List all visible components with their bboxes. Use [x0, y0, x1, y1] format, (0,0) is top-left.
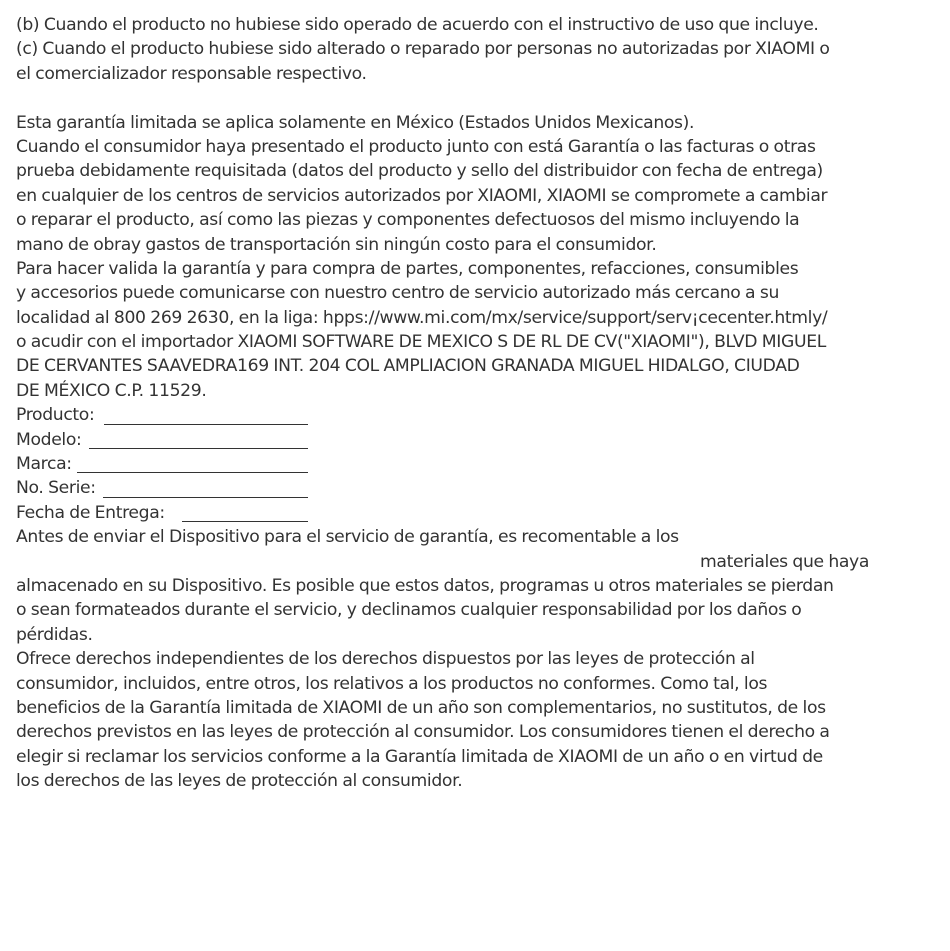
text-line: Para hacer valida la garantía y para compra de partes, componentes, refacciones, consumibles [16, 258, 799, 279]
backup-paragraph [16, 525, 936, 647]
conditions-list [16, 13, 936, 86]
text-line: los derechos de las leyes de protección al consumidor. [16, 771, 463, 792]
text-line: en cualquier de los centros de servicios autorizados por XIAOMI, XIAOMI se compromete a cambiar [16, 185, 828, 206]
text-line: Esta garantía limitada se aplica solamente en México (Estados Unidos Mexicanos). [16, 112, 695, 133]
field-producto-blank[interactable] [104, 424, 308, 425]
condition-c: (c) Cuando el producto hubiese sido alterado o reparado por personas no autorizadas por XIAOMI o [16, 39, 830, 60]
text-line: mano de obray gastos de transportación sin ningún costo para el consumidor. [16, 234, 657, 255]
field-fecha-de-entrega [16, 501, 936, 525]
text-line: o sean formateados durante el servicio, y declinamos cualquier responsabilidad por los daños o [16, 600, 802, 621]
field-no-serie-label: No. Serie: [16, 478, 96, 499]
text-line-indented: materiales que haya [700, 551, 870, 572]
condition-b: (b) Cuando el producto no hubiese sido operado de acuerdo con el instructivo de uso que incluye. [16, 15, 819, 35]
field-no-serie-blank[interactable] [103, 497, 308, 498]
text-line: Ofrece derechos independientes de los derechos dispuestos por las leyes de protección al [16, 649, 755, 670]
text-line: DE MÉXICO C.P. 11529. [16, 380, 207, 401]
rights-paragraph [16, 647, 936, 793]
text-line: Antes de enviar el Dispositivo para el servicio de garantía, es recomentable a los [16, 527, 679, 548]
field-marca-label: Marca: [16, 454, 72, 475]
text-line: prueba debidamente requisitada (datos del producto y sello del distribuidor con fecha de entrega) [16, 161, 823, 182]
paragraph-gap [16, 86, 936, 110]
text-line: o acudir con el importador XIAOMI SOFTWARE DE MEXICO S DE RL DE CV("XIAOMI"), BLVD MIGUEL [16, 332, 826, 353]
field-producto [16, 403, 936, 427]
text-line: DE CERVANTES SAAVEDRA169 INT. 204 COL AMPLIACION GRANADA MIGUEL HIDALGO, CIUDAD [16, 356, 800, 377]
condition-c-continued: el comercializador responsable respectivo. [16, 63, 367, 84]
text-line: Cuando el consumidor haya presentado el producto junto con está Garantía o las facturas o otras [16, 136, 816, 157]
field-marca-blank[interactable] [77, 472, 308, 473]
text-line: consumidor, incluidos, entre otros, los relativos a los productos no conformes. Como tal, los [16, 673, 768, 694]
service-url-line: localidad al 800 269 2630, en la liga: hpps://www.mi.com/mx/service/support/serv¡cecenter.htmly/ [16, 307, 828, 328]
field-modelo-blank[interactable] [89, 448, 308, 449]
text-line: derechos previstos en las leyes de protección al consumidor. Los consumidores tienen el derecho a [16, 722, 830, 743]
warranty-document [16, 13, 936, 794]
field-marca [16, 452, 936, 476]
text-line: almacenado en su Dispositivo. Es posible que estos datos, programas u otros materiales se pierdan [16, 575, 834, 596]
field-modelo [16, 428, 936, 452]
field-producto-label: Producto: [16, 405, 95, 426]
text-line: elegir si reclamar los servicios conforme a la Garantía limitada de XIAOMI de un año o en virtud de [16, 746, 823, 767]
text-line: beneficios de la Garantía limitada de XIAOMI de un año son complementarios, no sustitutos, de los [16, 697, 826, 718]
warranty-paragraph [16, 111, 936, 404]
text-line: y accesorios puede comunicarse con nuestro centro de servicio autorizado más cercano a su [16, 283, 780, 304]
field-no-serie [16, 476, 936, 500]
text-line: o reparar el producto, así como las piezas y componentes defectuosos del mismo incluyendo la [16, 210, 800, 231]
text-line: pérdidas. [16, 624, 93, 645]
field-modelo-label: Modelo: [16, 429, 82, 450]
field-fecha-de-entrega-label: Fecha de Entrega: [16, 502, 165, 523]
warranty-form-fields [16, 403, 936, 525]
field-fecha-de-entrega-blank[interactable] [182, 521, 308, 522]
